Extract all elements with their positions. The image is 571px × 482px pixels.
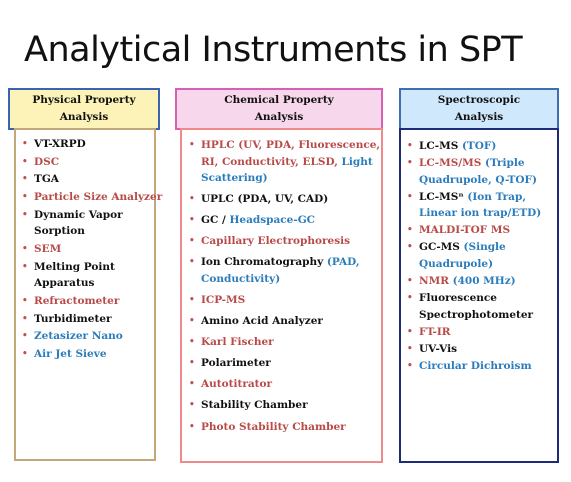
list-item xyxy=(403,222,557,239)
list-item-text: Particle Size Analyzer xyxy=(34,191,163,204)
list-item-line xyxy=(419,172,557,189)
list-item xyxy=(403,341,557,358)
list-item xyxy=(18,293,154,310)
list-item-text: (Ion Trap, xyxy=(467,190,526,203)
list-item-line xyxy=(419,341,557,358)
list-item xyxy=(185,334,381,351)
list-item-line xyxy=(34,328,154,345)
list-item xyxy=(403,239,557,272)
list-item-text: (400 MHz) xyxy=(452,274,516,287)
list-item xyxy=(18,241,154,258)
spectroscopic-list xyxy=(401,130,557,374)
list-item-text: Spectrophotometer xyxy=(419,308,534,321)
list-item-line xyxy=(419,138,557,155)
bullet-icon: • xyxy=(189,215,195,226)
list-item-line xyxy=(201,154,381,171)
list-item-text: Headspace-GC xyxy=(229,214,316,227)
bullet-icon: • xyxy=(189,140,195,150)
list-item-text: Linear ion trap/ETD) xyxy=(419,207,542,220)
list-item xyxy=(18,311,154,328)
bullet-icon: • xyxy=(189,379,195,390)
list-item-text: MALDI-TOF MS xyxy=(419,224,511,237)
list-item xyxy=(403,155,557,188)
list-item-text: GC / xyxy=(201,214,230,227)
spectroscopic-list-box xyxy=(399,128,559,463)
list-item-line xyxy=(419,324,557,341)
list-item-text: Conductivity) xyxy=(201,272,281,285)
list-item-line xyxy=(201,170,381,187)
list-item xyxy=(185,254,381,287)
bullet-icon: • xyxy=(407,275,413,286)
list-item xyxy=(185,313,381,330)
list-item-line xyxy=(34,259,154,276)
list-item-text: (Triple xyxy=(485,157,525,170)
bullet-icon: • xyxy=(189,257,195,268)
list-item xyxy=(403,358,557,375)
list-item xyxy=(18,346,154,363)
list-item-line xyxy=(419,358,557,375)
list-item-line xyxy=(201,212,381,229)
list-item-text: Refractometer xyxy=(34,294,120,307)
list-item xyxy=(403,290,557,323)
list-item-line xyxy=(419,290,557,307)
list-item-line xyxy=(34,189,163,206)
list-item-text: Autotitrator xyxy=(201,378,273,391)
bullet-icon: • xyxy=(407,158,413,169)
list-item xyxy=(18,154,154,171)
list-item-line xyxy=(34,311,154,328)
list-item-text: NMR xyxy=(419,274,453,287)
list-item-text: Amino Acid Analyzer xyxy=(201,315,323,328)
list-item-line xyxy=(419,273,557,290)
list-item-text: Melting Point xyxy=(34,260,115,273)
bullet-icon: • xyxy=(407,141,413,151)
list-item-text: Quadrupole) xyxy=(419,257,494,270)
list-item xyxy=(18,207,154,240)
list-item-line xyxy=(34,207,154,224)
chemical-header-line-2: Analysis xyxy=(254,111,304,123)
bullet-icon: • xyxy=(22,174,28,185)
list-item-line xyxy=(201,254,381,271)
list-item xyxy=(185,191,381,208)
list-item-text: UV-Vis xyxy=(419,342,457,355)
bullet-icon: • xyxy=(407,242,413,253)
list-item xyxy=(18,259,154,292)
list-item xyxy=(185,233,381,250)
chemical-property-list xyxy=(182,130,381,435)
bullet-icon: • xyxy=(22,313,28,324)
list-item-line xyxy=(201,397,381,414)
list-item xyxy=(185,137,381,187)
list-item xyxy=(18,328,154,345)
bullet-icon: • xyxy=(189,337,195,348)
list-item-text: FT-IR xyxy=(419,325,451,338)
bullet-icon: • xyxy=(407,191,413,202)
list-item-line xyxy=(201,334,381,351)
list-item-line xyxy=(34,154,154,171)
list-item-line xyxy=(34,171,154,188)
list-item xyxy=(18,136,154,153)
bullet-icon: • xyxy=(189,236,195,247)
list-item xyxy=(18,189,163,206)
list-item-line xyxy=(201,419,381,436)
list-item-line xyxy=(34,223,154,240)
list-item-line xyxy=(34,275,154,292)
bullet-icon: • xyxy=(22,139,28,149)
bullet-icon: • xyxy=(189,400,195,411)
physical-header-line-2: Analysis xyxy=(59,111,109,123)
list-item-line xyxy=(34,346,154,363)
list-item-text: ICP-MS xyxy=(201,293,246,306)
spectroscopic-header xyxy=(399,88,559,130)
bullet-icon: • xyxy=(189,316,195,327)
bullet-icon: • xyxy=(22,331,28,342)
bullet-icon: • xyxy=(22,295,28,306)
list-item-line xyxy=(201,376,381,393)
list-item-text: Apparatus xyxy=(34,277,95,290)
list-item-line xyxy=(201,233,381,250)
physical-property-list-box xyxy=(14,128,163,461)
list-item-text: LC-MS xyxy=(419,140,462,152)
list-item xyxy=(185,292,381,309)
page-title: Analytical Instruments in SPT xyxy=(24,30,523,70)
list-item-line xyxy=(419,189,557,206)
bullet-icon: • xyxy=(22,192,28,203)
list-item-text: LC-MS/MS xyxy=(419,157,485,170)
list-item-text: GC-MS xyxy=(419,241,464,254)
list-item xyxy=(185,419,381,436)
bullet-icon: • xyxy=(189,421,195,432)
list-item-text: Quadrupole, Q-TOF) xyxy=(419,173,537,186)
chemical-property-header xyxy=(175,88,383,130)
bullet-icon: • xyxy=(22,261,28,272)
list-item-line xyxy=(34,241,154,258)
list-item xyxy=(18,171,154,188)
list-item-line xyxy=(201,271,381,288)
list-item xyxy=(403,324,557,341)
list-item-text: Fluorescence xyxy=(419,292,497,305)
list-item-line xyxy=(419,256,557,273)
list-item-line xyxy=(419,205,557,222)
list-item xyxy=(403,138,557,155)
physical-header-line-1: Physical Property xyxy=(32,94,136,106)
list-item xyxy=(185,355,381,372)
list-item-text: (TOF) xyxy=(461,140,497,152)
list-item-line xyxy=(201,355,381,372)
list-item-text: (PAD, xyxy=(326,256,360,269)
list-item-text: Capillary Electrophoresis xyxy=(201,235,351,248)
list-item-text: Light xyxy=(341,155,373,168)
list-item-line xyxy=(419,155,557,172)
list-item-text: Ion Chromatography xyxy=(201,256,327,269)
bullet-icon: • xyxy=(407,225,413,236)
list-item-text: Air Jet Sieve xyxy=(34,347,107,360)
bullet-icon: • xyxy=(22,156,28,167)
list-item-text: Zetasizer Nano xyxy=(34,330,123,343)
list-item-line xyxy=(201,191,381,208)
list-item xyxy=(185,212,381,229)
list-item-text: UPLC (PDA, UV, CAD) xyxy=(201,193,329,206)
list-item-text: Circular Dichroism xyxy=(419,359,532,372)
list-item-text: Polarimeter xyxy=(201,357,271,370)
list-item xyxy=(403,273,557,290)
list-item-line xyxy=(201,137,381,154)
list-item-text: VT-XRPD xyxy=(34,138,86,150)
list-item-text: LC-MSⁿ xyxy=(419,190,468,203)
bullet-icon: • xyxy=(22,348,28,359)
bullet-icon: • xyxy=(407,360,413,371)
bullet-icon: • xyxy=(189,194,195,205)
physical-property-list xyxy=(16,130,163,362)
list-item-text: Sorption xyxy=(34,225,85,238)
list-item-text: Stability Chamber xyxy=(201,399,308,412)
list-item-line xyxy=(34,293,154,310)
list-item-text: Karl Fischer xyxy=(201,336,274,349)
bullet-icon: • xyxy=(22,209,28,220)
physical-property-header xyxy=(8,88,160,130)
bullet-icon: • xyxy=(407,326,413,337)
bullet-icon: • xyxy=(22,243,28,254)
list-item-text: DSC xyxy=(34,155,60,168)
chemical-property-list-box xyxy=(180,128,383,463)
list-item-text: Turbidimeter xyxy=(34,312,112,325)
chemical-header-line-1: Chemical Property xyxy=(224,94,334,106)
bullet-icon: • xyxy=(407,293,413,304)
spectroscopic-header-line-1: Spectroscopic xyxy=(437,94,521,106)
list-item-text: TGA xyxy=(34,173,59,186)
list-item-text: SEM xyxy=(34,242,62,255)
list-item-line xyxy=(34,136,154,153)
list-item-text: Scattering) xyxy=(201,172,268,184)
list-item-line xyxy=(201,292,381,309)
list-item xyxy=(185,376,381,393)
spectroscopic-header-line-2: Analysis xyxy=(454,111,504,123)
list-item xyxy=(185,397,381,414)
list-item-text: RI, Conductivity, ELSD, xyxy=(201,155,342,168)
bullet-icon: • xyxy=(407,343,413,354)
list-item-text: HPLC (UV, PDA, Fluorescence, xyxy=(201,139,381,151)
list-item-line xyxy=(419,239,557,256)
list-item xyxy=(403,189,557,222)
list-item-text: Dynamic Vapor xyxy=(34,208,123,221)
list-item-line xyxy=(419,222,557,239)
list-item-line xyxy=(201,313,381,330)
list-item-line xyxy=(419,307,557,324)
list-item-text: Photo Stability Chamber xyxy=(201,420,346,433)
list-item-text: (Single xyxy=(463,241,506,254)
bullet-icon: • xyxy=(189,294,195,305)
bullet-icon: • xyxy=(189,358,195,369)
